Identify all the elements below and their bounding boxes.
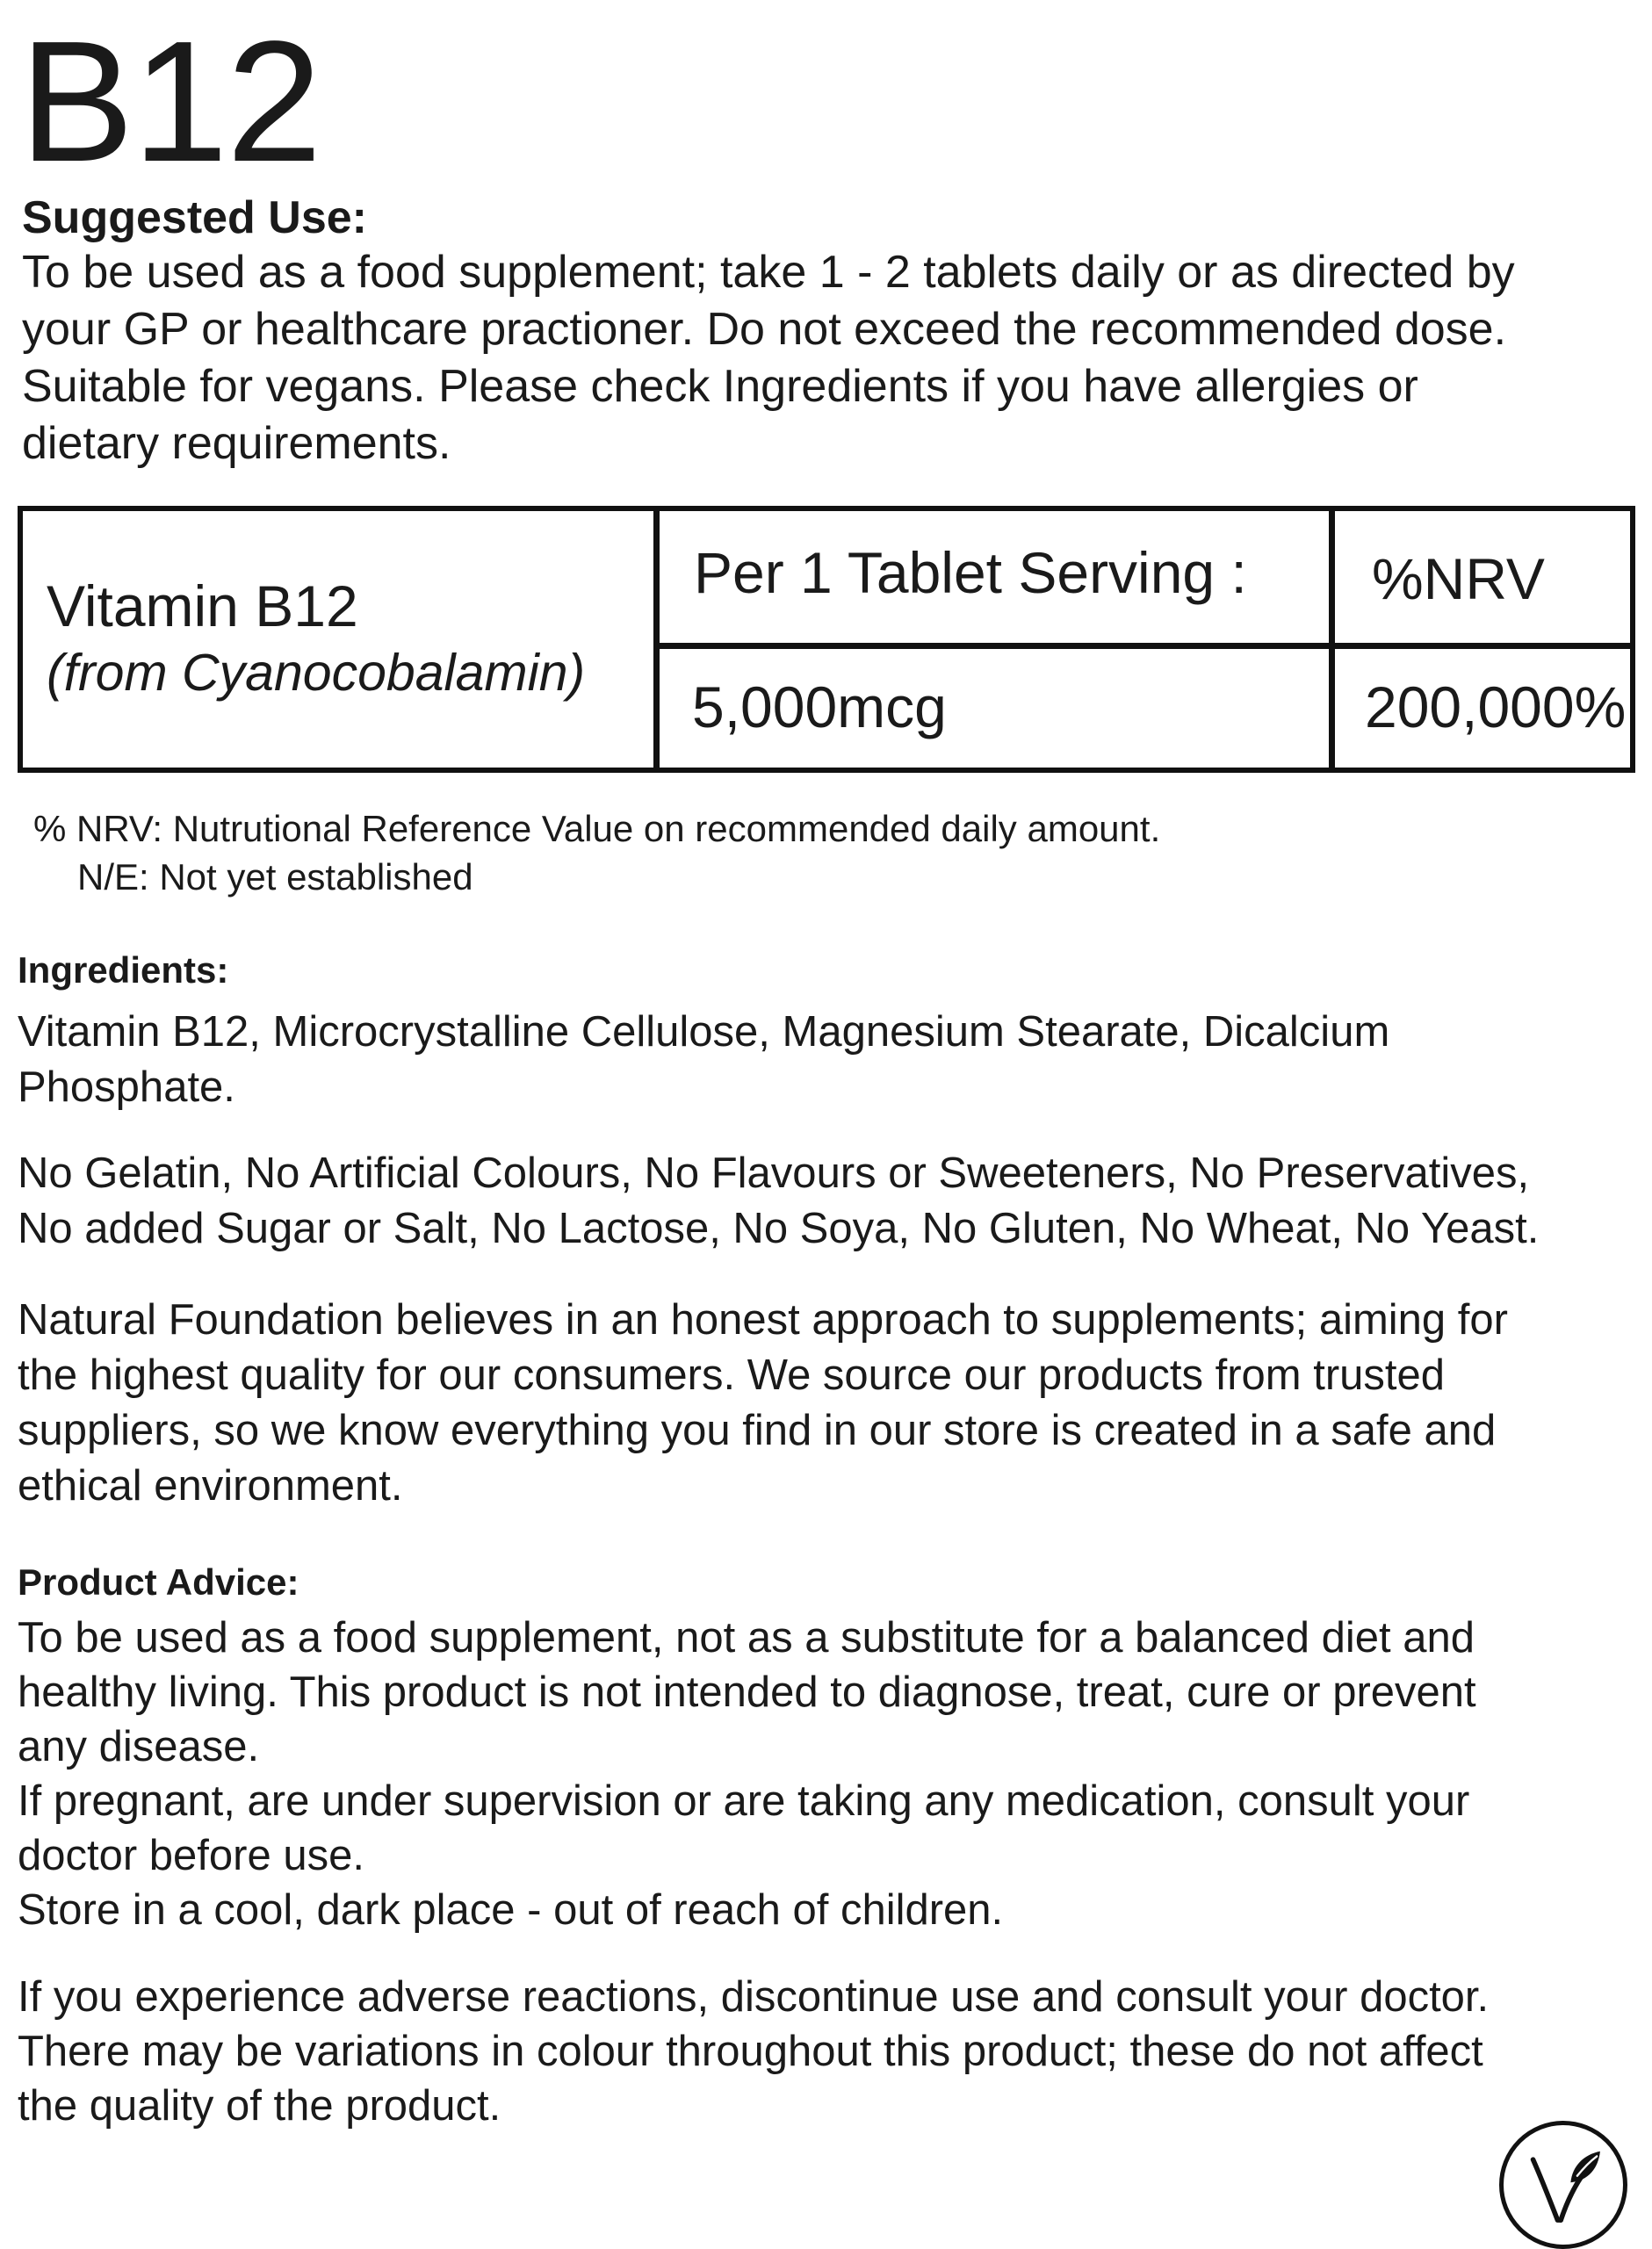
ingredients-heading: Ingredients:: [18, 949, 229, 991]
brand-statement: Natural Foundation believes in an honest approach to supplements; aiming for the highest quality for our consumers. We source our products from trusted suppliers, so we know everything you find in our store is created in a safe and ethical environment.: [18, 1296, 1508, 1510]
suggested-use-text: To be used as a food supplement; take 1 - 2 tablets daily or as directed by your GP or healthcare practioner. Do not exceed the recommended dose. Suitable for vegans. Please check Ingredients if you have allergies or dietary requirements.: [22, 247, 1515, 469]
table-divider: [657, 643, 1630, 649]
nutrition-table: [18, 506, 1635, 773]
nutrient-source: (from Cyanocobalamin): [47, 644, 586, 702]
nrv-value: 200,000%: [1365, 674, 1627, 739]
product-advice-text: To be used as a food supplement, not as a substitute for a balanced diet and healthy living. This product is not intended to diagnose, treat, cure or prevent any disease. If pregnant, are under supervision or are taking any medication, consult your doctor before use. Store in a cool, dark place - out of reach of children.: [18, 1614, 1476, 1934]
free-from-text: No Gelatin, No Artificial Colours, No Flavours or Sweeteners, No Preservatives, No added Sugar or Salt, No Lactose, No Soya, No Gluten, No Wheat, No Yeast.: [18, 1150, 1540, 1252]
serving-header: Per 1 Tablet Serving :: [694, 540, 1247, 605]
closing-note: If you experience adverse reactions, discontinue use and consult your doctor. There may be variations in colour throughout this product; these do not affect the quality of the product.: [18, 1973, 1490, 2130]
ingredients-text: Vitamin B12, Microcrystalline Cellulose, Magnesium Stearate, Dicalcium Phosphate.: [18, 1008, 1390, 1111]
table-divider: [653, 511, 660, 768]
ne-footnote: N/E: Not yet established: [77, 856, 473, 897]
product-title: B12: [19, 5, 321, 198]
product-advice-heading: Product Advice:: [18, 1561, 299, 1603]
nrv-footnote: % NRV: Nutrutional Reference Value on recommended daily amount.: [33, 808, 1161, 849]
suggested-use-heading: Suggested Use:: [22, 192, 367, 243]
vegan-badge: [1499, 2121, 1627, 2249]
vegan-leaf-icon: [1504, 2125, 1623, 2245]
serving-value: 5,000mcg: [692, 674, 947, 739]
nutrient-name: Vitamin B12: [47, 573, 358, 638]
nrv-header: %NRV: [1372, 546, 1545, 611]
table-divider: [1329, 511, 1335, 768]
